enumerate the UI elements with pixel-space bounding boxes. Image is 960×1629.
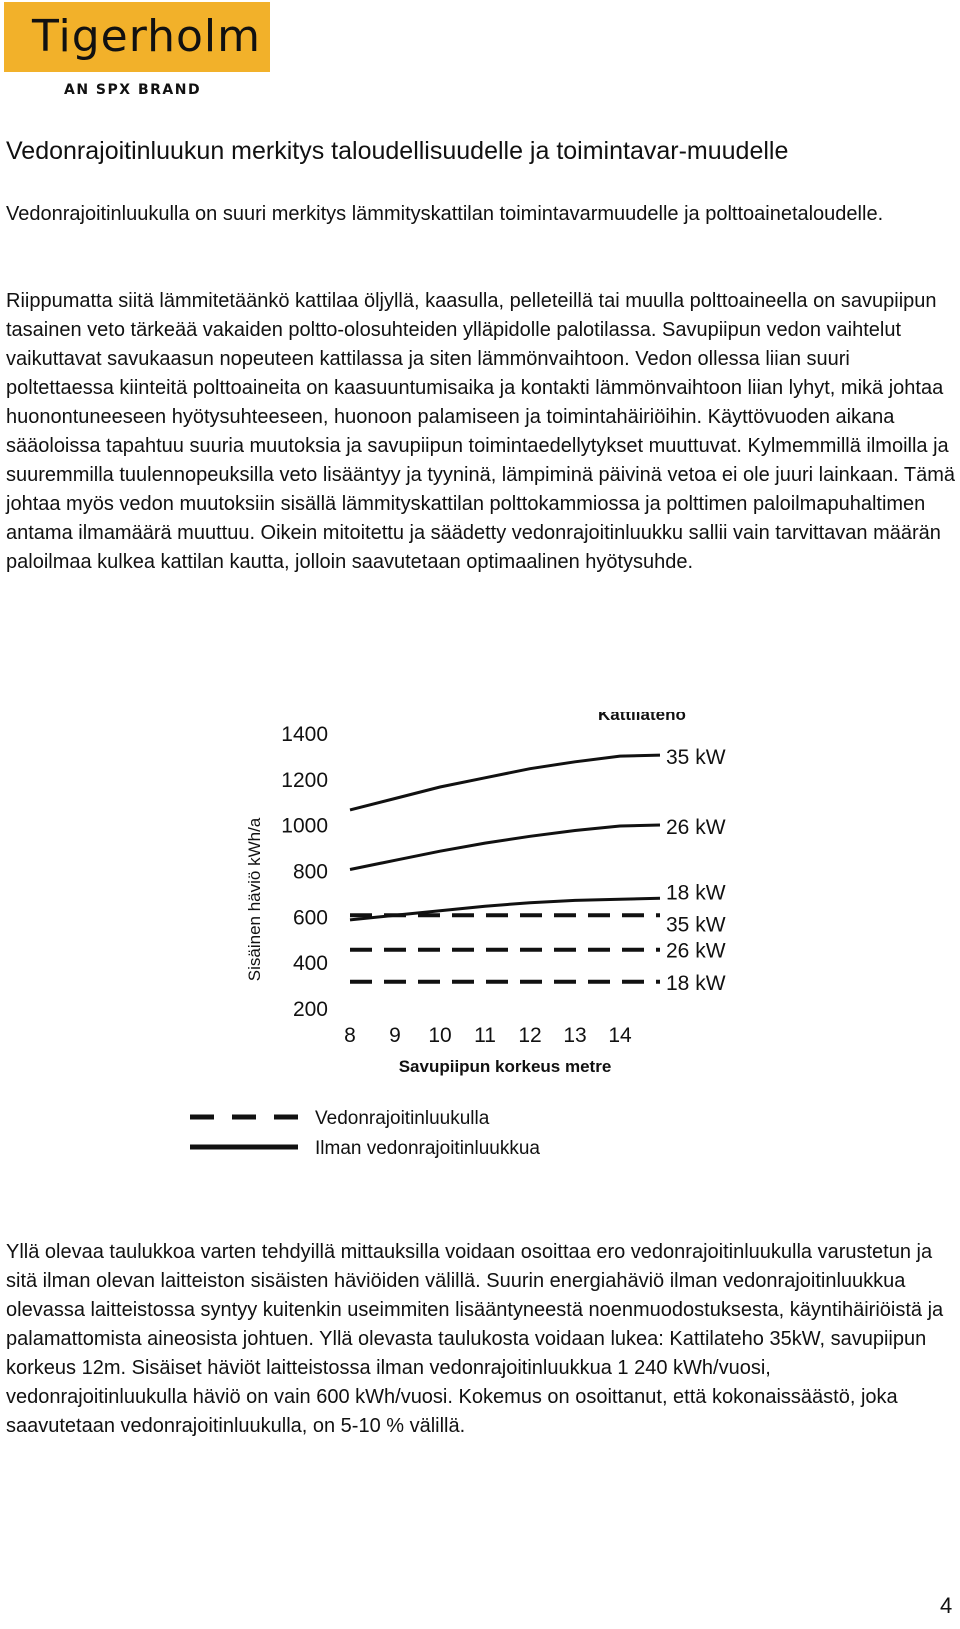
x-tick-label: 14 — [608, 1024, 632, 1047]
series-label: 26 kW — [666, 815, 726, 839]
y-tick-label: 200 — [292, 998, 328, 1021]
conclusion-paragraph: Yllä olevaa taulukkoa varten tehdyillä mittauksilla voidaan osoittaa ero vedonrajoitinluukulla varustetun ja sitä ilman olevan laitteiston sisäisten häviöiden välillä. Suurin energiahäviö ilman vedonrajoitinluukkua olevassa laitteistossa syntyy kuitenkin useimmiten lisääntyneestä noenmuodostuksesta, käyntihäiriöistä ja palamattomista aineosista johtuen. Yllä olevasta taulukosta voidaan lukea: Kattilateho 35kW, savupiipun korkeus 12m. Sisäiset häviöt laitteistossa ilman vedonrajoitinluukkua 1 240 kWh/vuosi, vedonrajoitinluukulla häviö on vain 600 kWh/vuosi. Kokemus on osoittanut, että kokonaissäästö, joka saavutetaan vedonrajoitinluukulla, on 5-10 % välillä. — [6, 1241, 944, 1437]
series-label: 18 kW — [666, 881, 726, 905]
x-tick-label: 8 — [344, 1024, 356, 1047]
loss-chart — [190, 712, 750, 1192]
intro-paragraph: Vedonrajoitinluukulla on suuri merkitys lämmityskattilan toimintavarmuudelle ja polttoainetaloudelle. — [6, 203, 884, 225]
logo-background — [4, 2, 270, 72]
loss-chart-svg — [190, 712, 750, 1192]
x-tick-label: 13 — [563, 1024, 587, 1047]
y-tick-label: 1200 — [281, 768, 328, 792]
x-axis-label: Savupiipun korkeus metre — [398, 1057, 612, 1076]
legend-label: Vedonrajoitinluukulla — [315, 1108, 490, 1129]
x-tick-label: 10 — [428, 1024, 452, 1047]
series-line-solid — [350, 825, 660, 870]
y-tick-label: 800 — [292, 860, 328, 884]
series-label: 26 kW — [666, 939, 726, 963]
series-label: 18 kW — [666, 971, 726, 995]
x-tick-label: 12 — [518, 1024, 542, 1047]
y-tick-label: 1000 — [281, 814, 328, 838]
document-title: Vedonrajoitinluukun merkitys taloudellisuudelle ja toimintavar-muudelle — [6, 137, 789, 165]
y-tick-label: 1400 — [281, 723, 328, 746]
series-label: 35 kW — [666, 913, 726, 937]
y-tick-label: 400 — [292, 952, 328, 976]
series-group-title: Kattilateho — [598, 712, 686, 724]
series-label: 35 kW — [666, 746, 726, 770]
logo-wordmark: Tigerholm — [32, 11, 261, 62]
logo-tagline: AN SPX BRAND — [64, 82, 202, 98]
page-number: 4 — [940, 1593, 953, 1618]
body-paragraph: Riippumatta siitä lämmitetäänkö kattilaa öljyllä, kaasulla, pelleteillä tai muulla polttoaineella on savupiipun tasainen veto tärkeää vakaiden poltto-olosuhteiden ylläpidolle palotilassa. Savupiipun vedon vaihtelut vaikuttavat savukaasun nopeuteen kattilassa ja siten lämmönvaihtoon. Vedon ollessa liian suuri poltettaessa kiinteitä polttoaineita on kaasuuntumisaika ja kontakti lämmönvaihtoon liian lyhyt, mikä johtaa huonontuneeseen hyötysuhteeseen, huonoon palamiseen ja toimintahäiriöihin. Käyttövuoden aikana sääoloissa tapahtuu suuria muutoksia ja savupiipun toimintaedellytykset muuttuvat. Kylmemmillä ilmoilla ja suuremmilla tuulennopeuksilla veto lisääntyy ja tyyninä, lämpiminä päivinä vetoa ei ole juuri lainkaan. Tämä johtaa myös vedon muutoksiin sisällä lämmityskattilan polttokammiossa ja polttimen paloilmapuhaltimen antama ilmamäärä muuttuu. Oikein mitoitettu ja säädetty vedonrajoitinluukku sallii vain tarvittavan määrän paloilmaa kulkea kattilan kautta, jolloin saavutetaan optimaalinen hyötysuhde. — [6, 290, 956, 573]
x-tick-label: 11 — [474, 1024, 496, 1047]
y-tick-label: 600 — [292, 906, 328, 930]
legend-label: Ilman vedonrajoitinluukkua — [315, 1138, 540, 1159]
series-line-solid — [350, 755, 660, 810]
x-tick-label: 9 — [389, 1024, 401, 1047]
y-axis-label: Sisäinen häviö kWh/a — [245, 817, 264, 982]
brand-logo — [4, 2, 270, 100]
